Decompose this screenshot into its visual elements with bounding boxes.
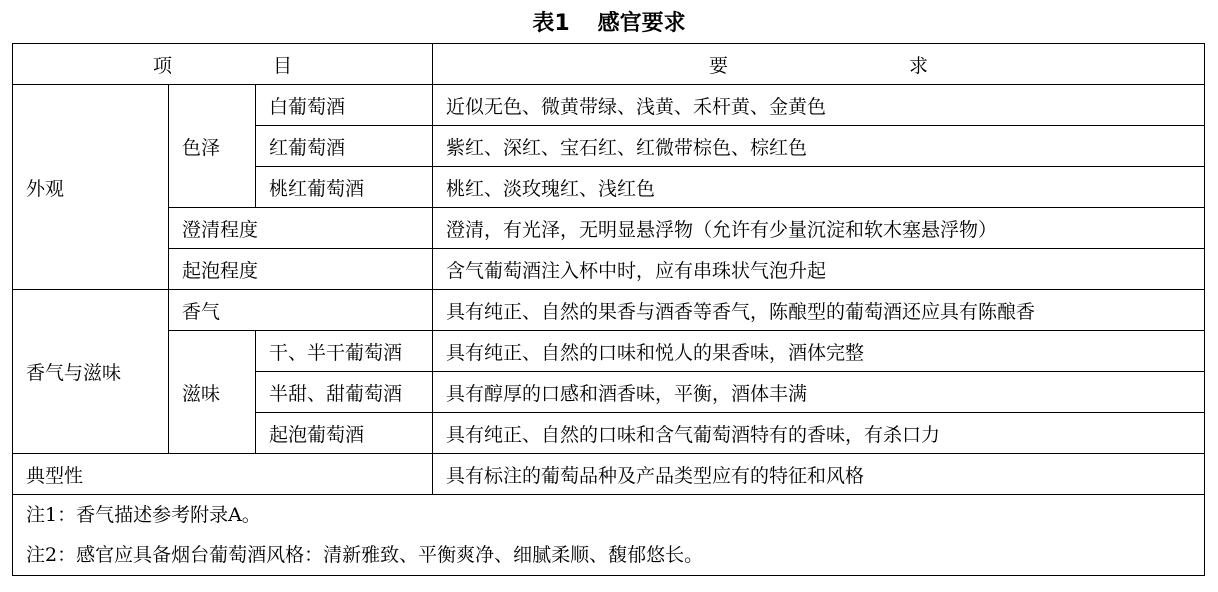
appearance-label: 外观 — [13, 85, 169, 290]
table-row — [13, 290, 1205, 331]
table-name: 感官要求 — [597, 11, 686, 36]
requirement-cell: 澄清，有光泽，无明显悬浮物（允许有少量沉淀和软木塞悬浮物） — [433, 208, 1205, 249]
table-row — [13, 85, 1205, 126]
table-row — [13, 208, 1205, 249]
note-2: 注2：感官应具备烟台葡萄酒风格：清新雅致、平衡爽净、细腻柔顺、馥郁悠长。 — [26, 544, 704, 566]
header-item-char-1: 项 — [153, 54, 173, 77]
table-row — [13, 249, 1205, 290]
foaming-label: 起泡程度 — [169, 249, 433, 290]
color-label: 色泽 — [169, 85, 256, 208]
taste-label: 滋味 — [169, 331, 256, 454]
header-item-cell — [13, 44, 433, 85]
wine-type-cell: 红葡萄酒 — [256, 126, 433, 167]
requirement-cell: 具有醇厚的口感和酒香味，平衡，酒体丰满 — [433, 372, 1205, 413]
aroma-label: 香气 — [169, 290, 433, 331]
table-row — [13, 454, 1205, 495]
aroma-taste-label: 香气与滋味 — [13, 290, 169, 454]
header-requirement-cell — [433, 44, 1205, 85]
wine-type-cell: 白葡萄酒 — [256, 85, 433, 126]
requirement-cell: 具有纯正、自然的口味和悦人的果香味，酒体完整 — [433, 331, 1205, 372]
requirement-cell: 近似无色、微黄带绿、浅黄、禾杆黄、金黄色 — [433, 85, 1205, 126]
clarity-label: 澄清程度 — [169, 208, 433, 249]
wine-type-cell: 干、半干葡萄酒 — [256, 331, 433, 372]
notes-cell — [13, 495, 1205, 576]
table-number: 表1 — [532, 11, 570, 36]
requirement-cell: 桃红、淡玫瑰红、浅红色 — [433, 167, 1205, 208]
header-req-char-1: 要 — [709, 54, 729, 77]
requirement-cell: 具有纯正、自然的口味和含气葡萄酒特有的香味，有杀口力 — [433, 413, 1205, 454]
requirement-cell: 具有纯正、自然的果香与酒香等香气，陈酿型的葡萄酒还应具有陈酿香 — [433, 290, 1205, 331]
wine-type-cell: 半甜、甜葡萄酒 — [256, 372, 433, 413]
requirement-cell: 含气葡萄酒注入杯中时，应有串珠状气泡升起 — [433, 249, 1205, 290]
requirement-cell: 具有标注的葡萄品种及产品类型应有的特征和风格 — [433, 454, 1205, 495]
header-item-char-2: 目 — [272, 54, 292, 77]
table-title — [0, 8, 1218, 40]
wine-type-cell: 起泡葡萄酒 — [256, 413, 433, 454]
header-req-char-2: 求 — [908, 54, 928, 77]
wine-type-cell: 桃红葡萄酒 — [256, 167, 433, 208]
requirement-cell: 紫红、深红、宝石红、红微带棕色、棕红色 — [433, 126, 1205, 167]
table-row — [13, 331, 1205, 372]
typicality-label: 典型性 — [13, 454, 433, 495]
notes-row — [13, 495, 1205, 576]
sensory-requirements-table — [12, 43, 1205, 576]
header-row — [13, 44, 1205, 85]
note-1: 注1：香气描述参考附录A。 — [26, 504, 261, 526]
